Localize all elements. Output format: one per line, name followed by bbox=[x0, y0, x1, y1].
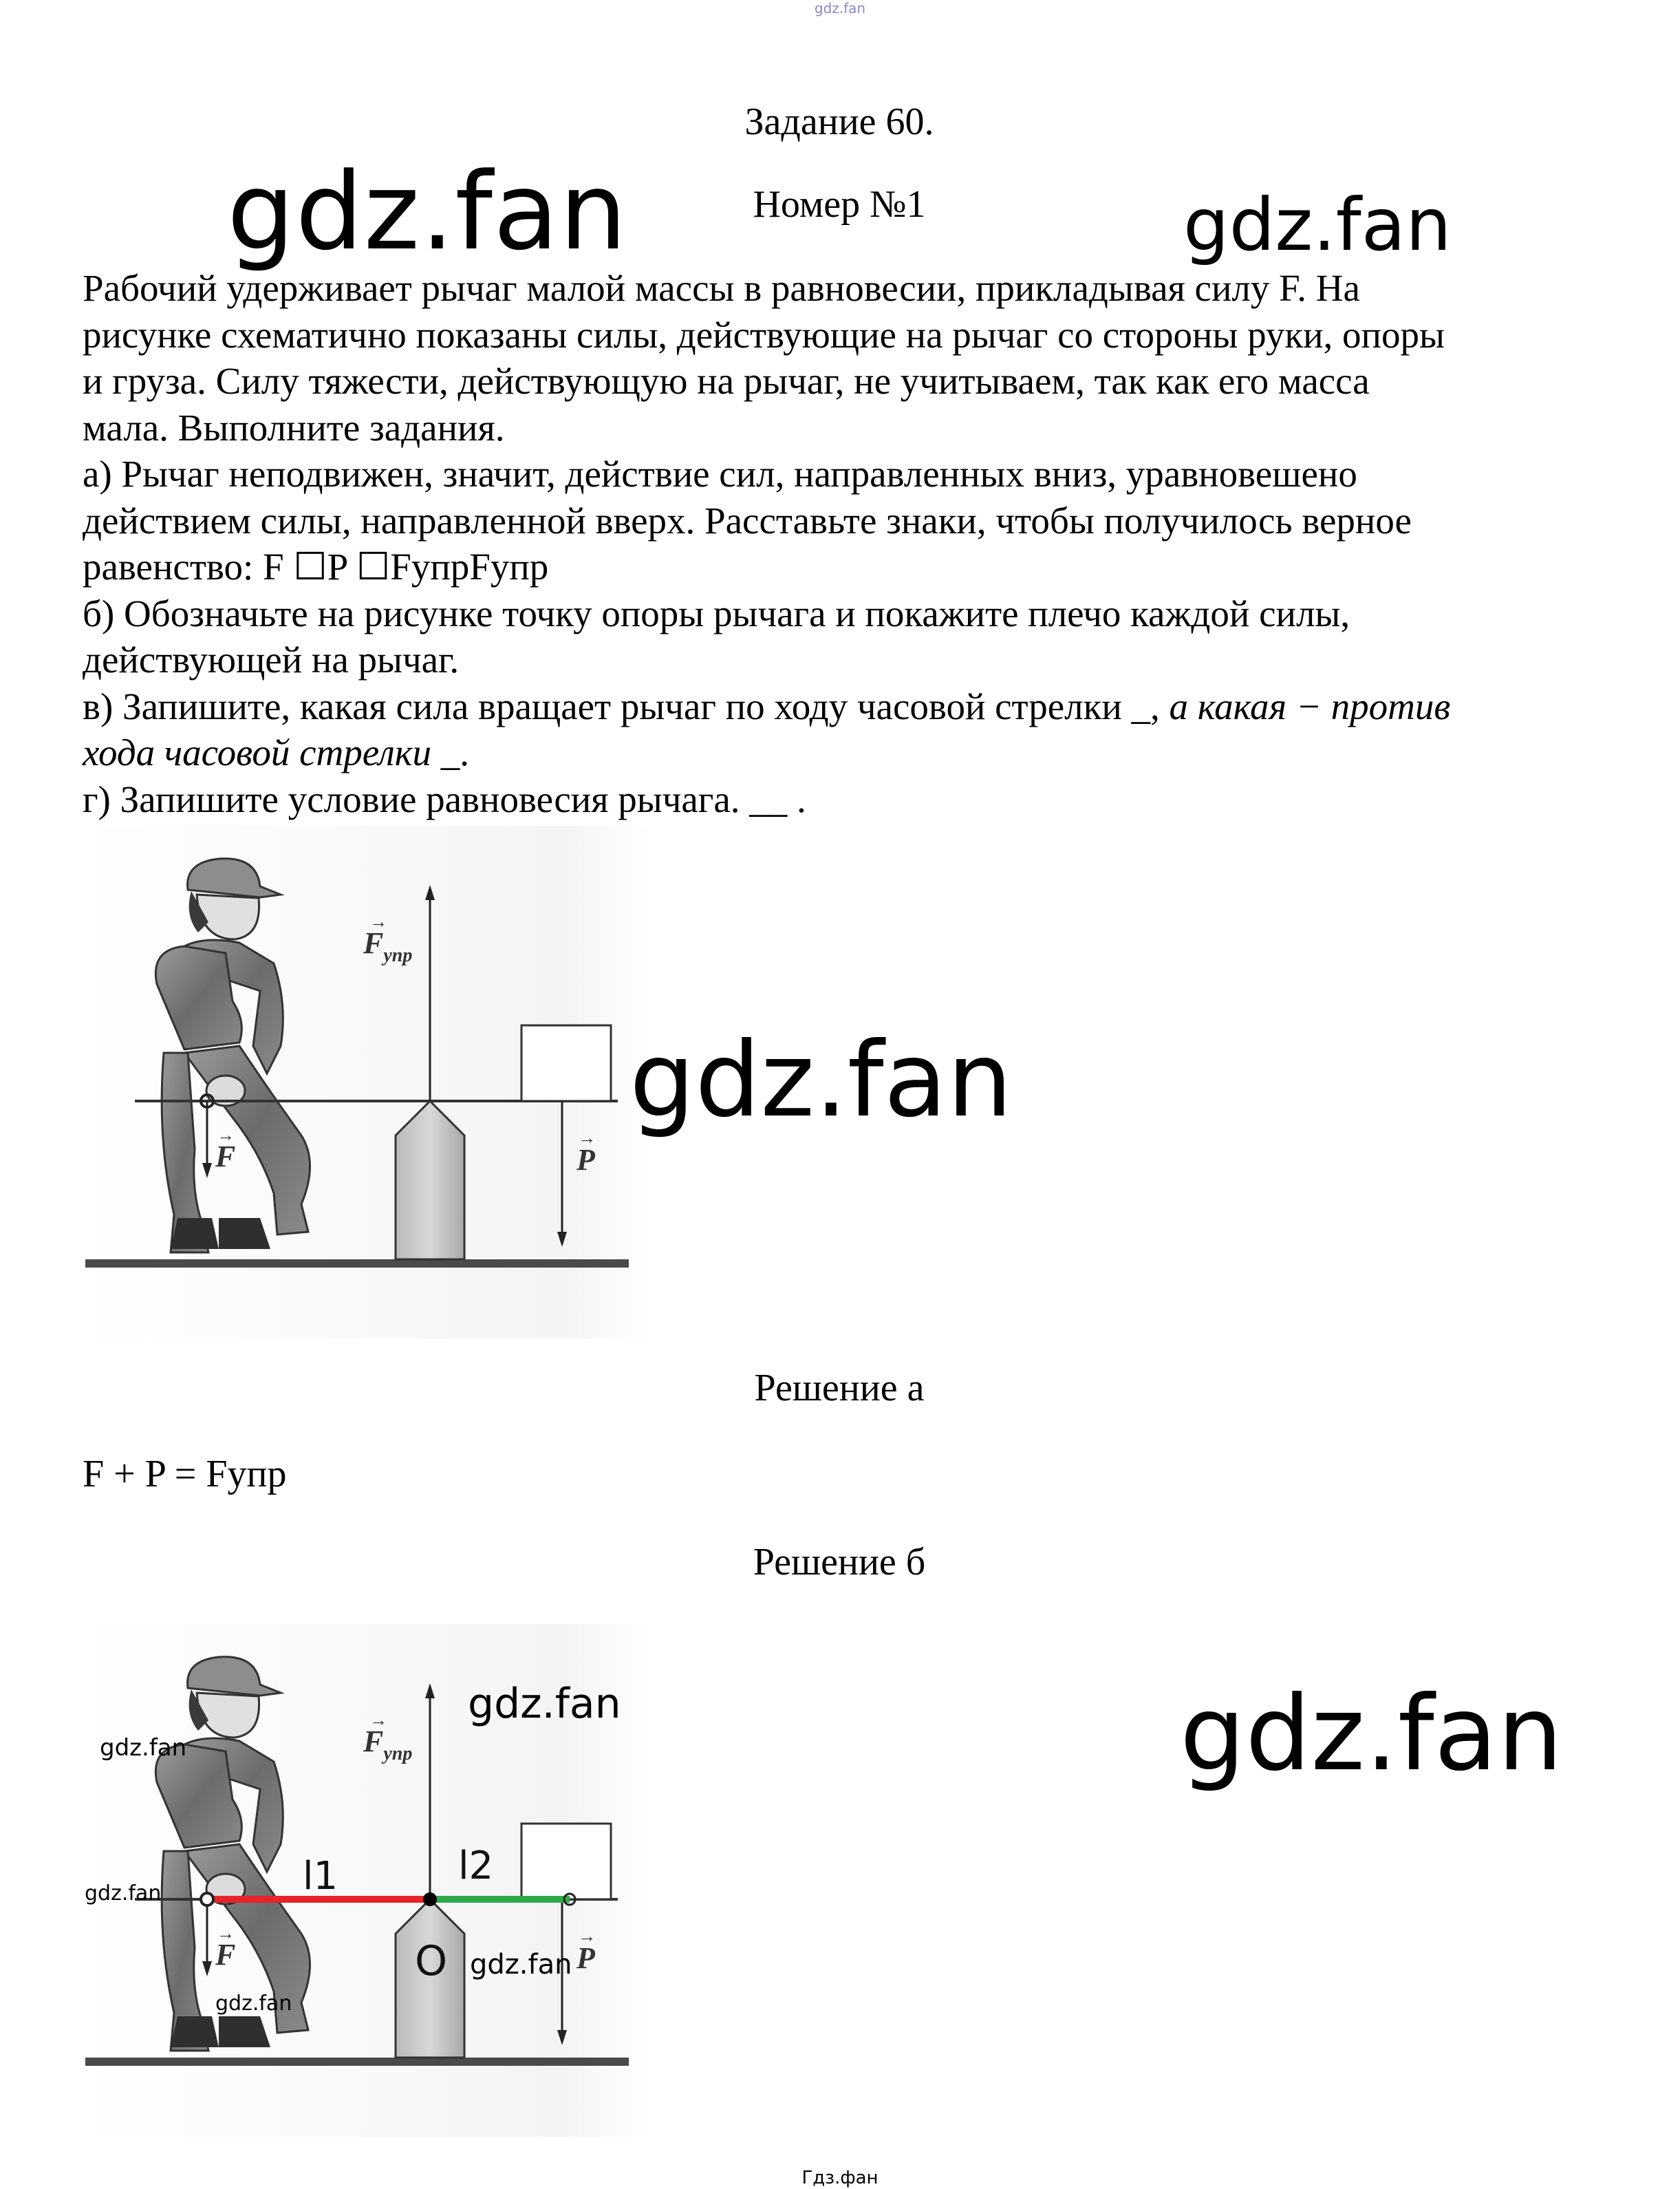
vector-mark: → bbox=[578, 1128, 596, 1148]
lever-figure bbox=[81, 826, 652, 1338]
task-line: рисунке схематично показаны силы, действующие на рычаг со стороны руки, опоры bbox=[83, 313, 1445, 356]
task-line: действием силы, направленной вверх. Расставьте знаки, чтобы получилось верное bbox=[83, 499, 1412, 542]
watermark-top-left: gdz.fan bbox=[227, 149, 628, 274]
task-line: г) Запишите условие равновесия рычага. __ . bbox=[83, 778, 806, 820]
footer-watermark: Гдз.фан bbox=[801, 2168, 879, 2188]
task-line: равенство: F ☐P ☐FупрFупр bbox=[83, 546, 549, 588]
watermark-figure1: gdz.fan bbox=[629, 1021, 1013, 1140]
top-watermark: gdz.fan bbox=[814, 0, 866, 17]
task-line-italic: хода часовой стрелки _ bbox=[83, 732, 460, 773]
vector-mark: → bbox=[217, 1125, 235, 1145]
task-line-normal: в) Запишите, какая сила вращает рычаг по ходу часовой стрелки _, bbox=[83, 685, 1160, 727]
pivot-label: O bbox=[415, 1937, 448, 1985]
p-label: P bbox=[577, 1941, 595, 1975]
watermark-top-right: gdz.fan bbox=[1183, 183, 1452, 267]
hand-point bbox=[201, 1893, 213, 1905]
f-upr-label: $F_{упр}$ bbox=[363, 1724, 413, 1764]
task-title: Задание 60. bbox=[744, 100, 934, 143]
solution-a-equation: F + P = Fупр bbox=[83, 1453, 287, 1495]
solution-a-title: Решение а bbox=[754, 1367, 925, 1409]
task-line-end: . bbox=[460, 732, 469, 773]
task-line bbox=[83, 683, 1610, 730]
task-line: мала. Выполните задания. bbox=[83, 406, 505, 449]
support bbox=[396, 1101, 464, 1259]
watermark-figure2-bottom: gdz.fan bbox=[215, 1992, 292, 2016]
p-label: P bbox=[577, 1143, 595, 1177]
load-box bbox=[521, 1025, 611, 1101]
f-upr-label: $F_{упр}$ bbox=[363, 926, 413, 966]
l1-label: l1 bbox=[303, 1854, 338, 1899]
f-label: F bbox=[215, 1938, 236, 1972]
vector-mark: → bbox=[578, 1926, 596, 1946]
task-line: и груза. Силу тяжести, действующую на рычаг, не учитываем, так как его масса bbox=[83, 360, 1370, 402]
l2-label: l2 bbox=[458, 1844, 494, 1888]
task-line bbox=[83, 729, 1610, 776]
watermark-figure2-right: gdz.fan bbox=[1180, 1674, 1563, 1794]
watermark-figure2-head: gdz.fan bbox=[100, 1734, 187, 1762]
load-box bbox=[521, 1824, 611, 1899]
watermark-figure2-pivot: gdz.fan bbox=[470, 1949, 572, 1980]
watermark-figure2-top: gdz.fan bbox=[468, 1680, 621, 1728]
solution-b-title: Решение б bbox=[753, 1541, 926, 1583]
vector-mark: → bbox=[217, 1923, 235, 1943]
vector-mark: → bbox=[369, 912, 387, 932]
f-label: F bbox=[215, 1140, 236, 1173]
task-line: а) Рычаг неподвижен, значит, действие сил, направленных вниз, уравновешено bbox=[83, 453, 1357, 495]
number-title: Номер №1 bbox=[753, 183, 926, 226]
ground bbox=[85, 1259, 629, 1268]
vector-mark: → bbox=[369, 1710, 387, 1730]
watermark-figure2-left: gdz.fan bbox=[85, 1881, 162, 1905]
task-line: действующей на рычаг. bbox=[83, 639, 460, 681]
task-line: Рабочий удерживает рычаг малой массы в равновесии, прикладывая силу F. На bbox=[83, 267, 1360, 309]
task-text bbox=[83, 265, 1610, 822]
task-line: б) Обозначьте на рисунке точку опоры рычага и покажите плечо каждой силы, bbox=[83, 592, 1350, 634]
pivot-point bbox=[423, 1892, 437, 1906]
ground bbox=[85, 2058, 629, 2066]
task-line-italic: а какая − против bbox=[1159, 685, 1451, 727]
